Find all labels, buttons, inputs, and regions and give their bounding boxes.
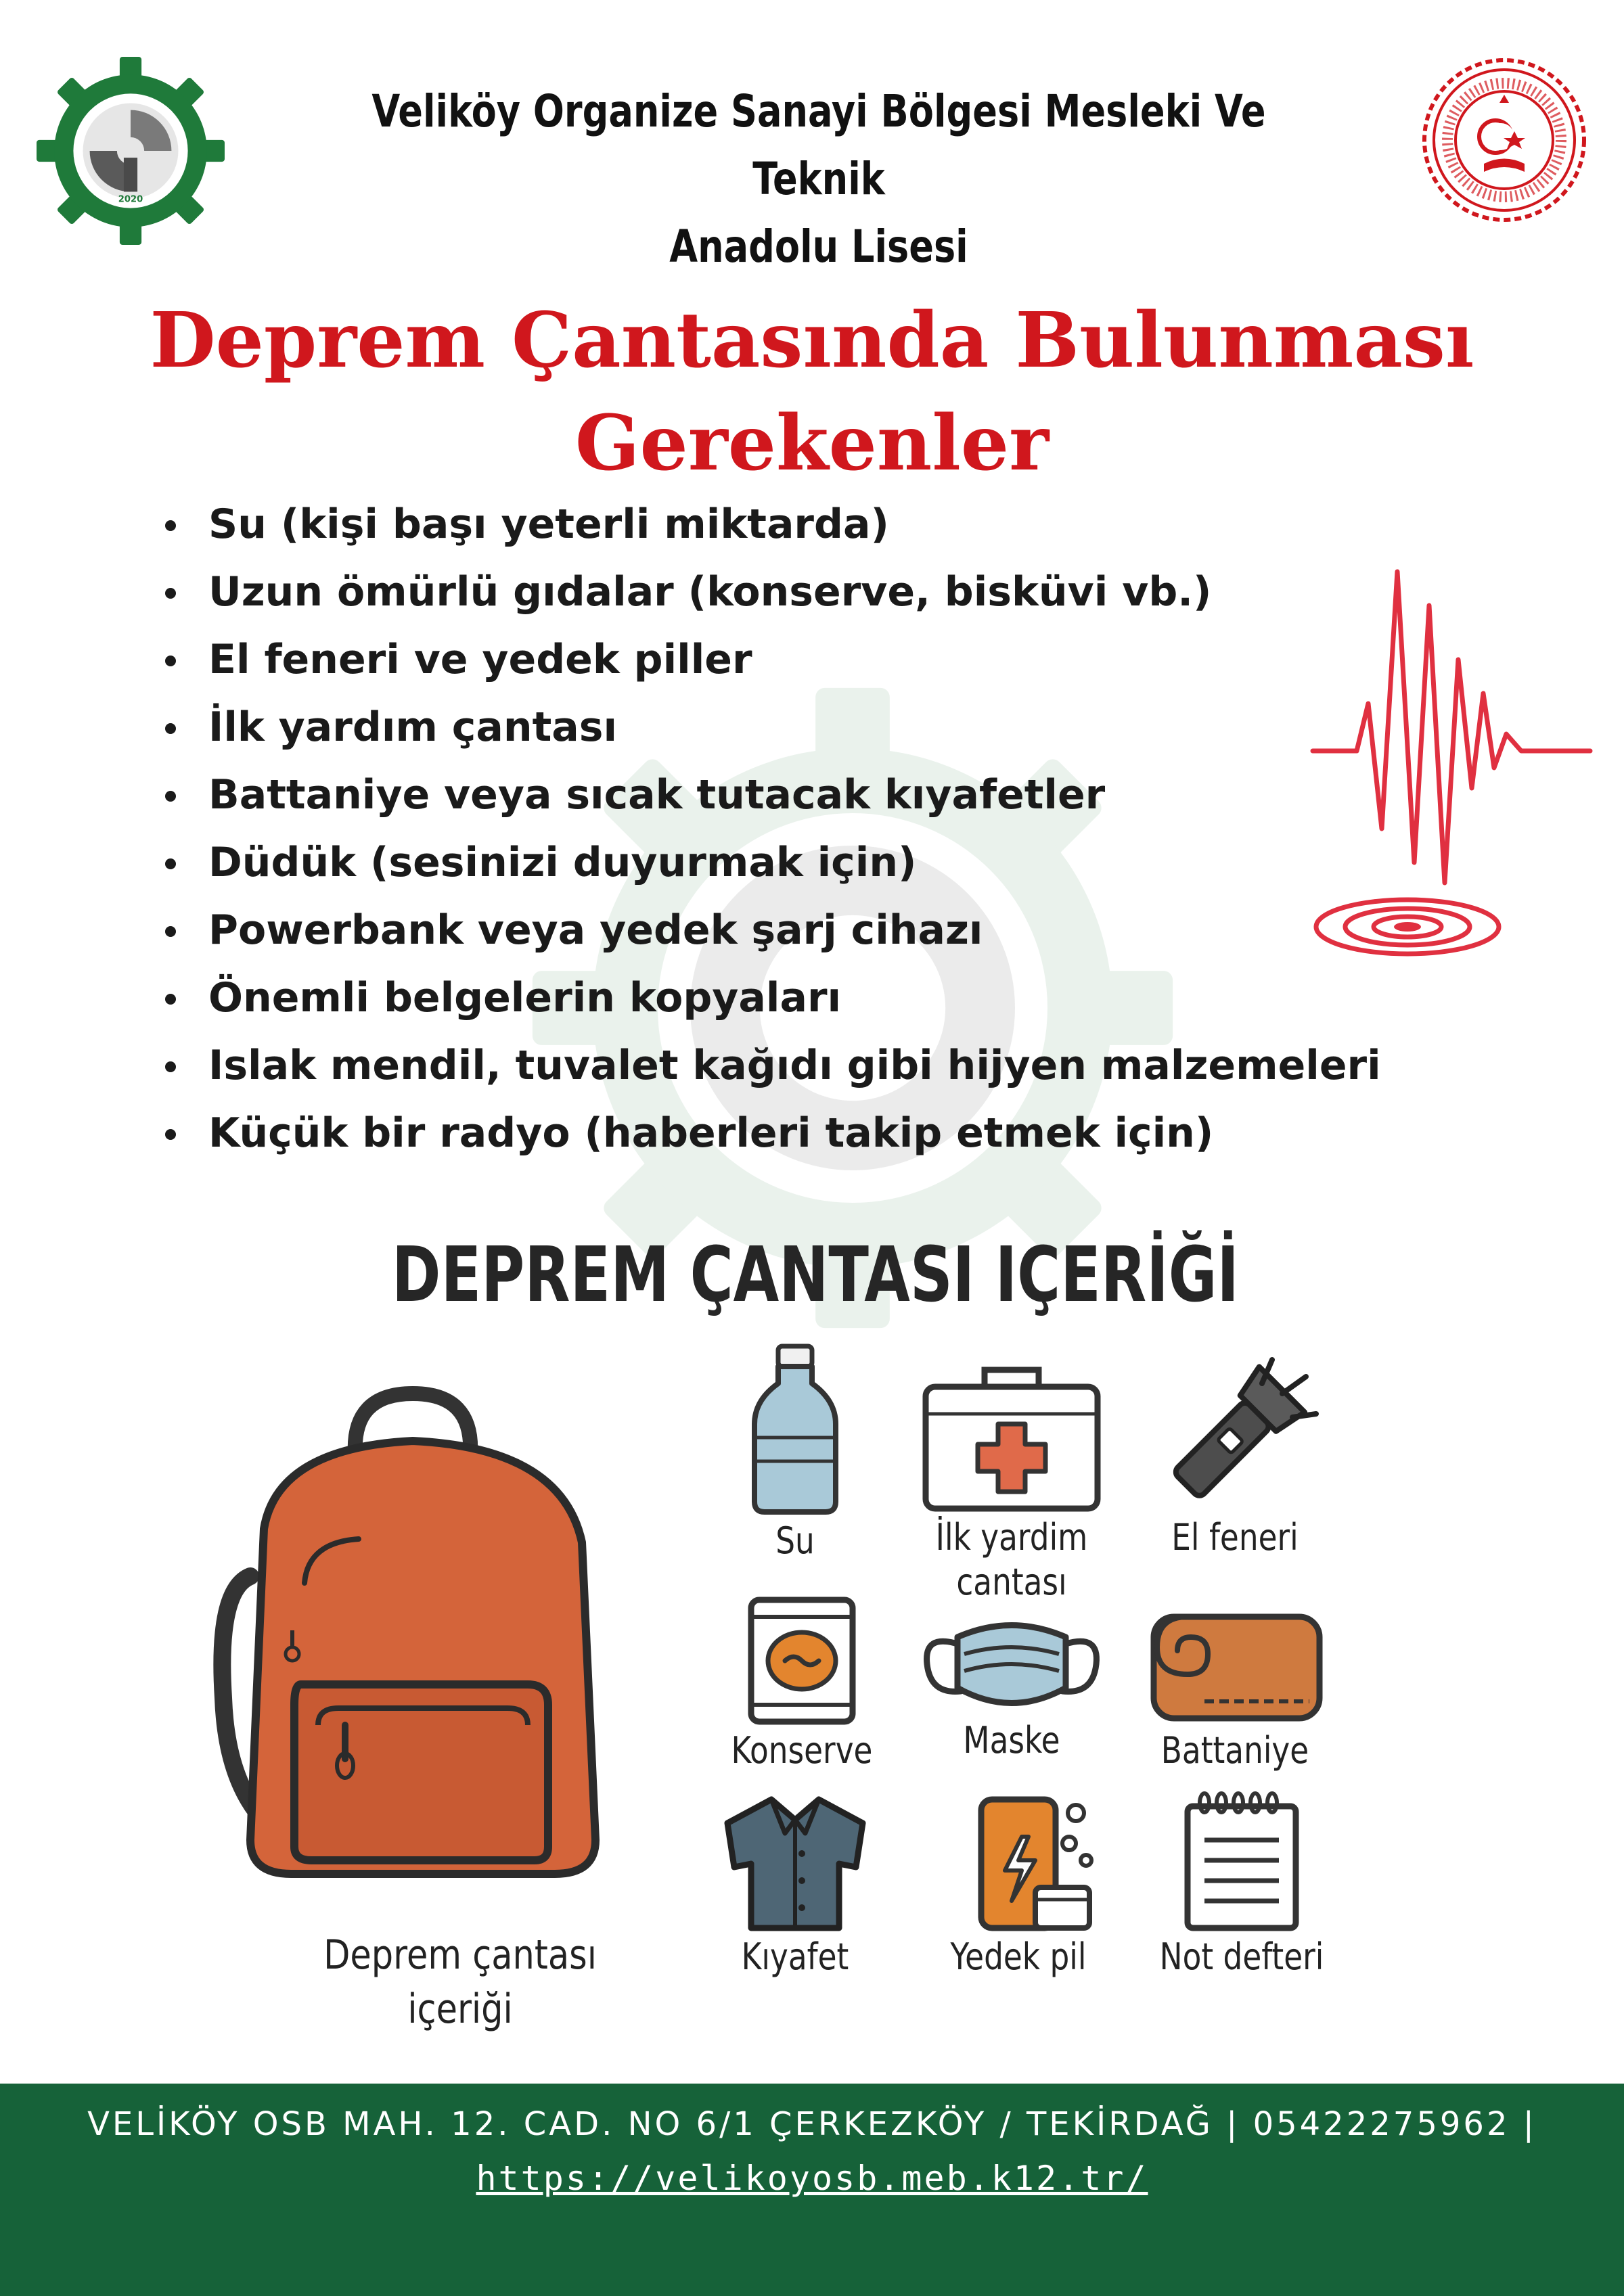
face-mask-icon [920, 1607, 1103, 1718]
page-title [68, 290, 1556, 495]
seismograph-epicenter-icon [1306, 565, 1597, 957]
power-bank-icon [941, 1786, 1096, 1935]
meb-seal [1420, 55, 1589, 225]
item-label: Konserve [731, 1729, 873, 1772]
list-item: Düdük (sesinizi duyurmak için) [161, 829, 1381, 896]
list-item: El feneri ve yedek piller [161, 626, 1381, 693]
footer-address: VELİKÖY OSB MAH. 12. CAD. NO 6/1 ÇERKEZKÖY / TEKİRDAĞ | 05422275962 | [87, 2105, 1537, 2143]
item-label: Yedek pil [950, 1935, 1087, 1978]
item-tile-flashlight [1137, 1353, 1333, 1560]
item-label: Not defteri [1159, 1935, 1324, 1978]
item-label: cantası [956, 1561, 1067, 1603]
list-item: Powerbank veya yedek şarj cihazı [161, 896, 1381, 964]
item-tile-canned-food [704, 1593, 900, 1773]
list-item: Önemli belgelerin kopyaları [161, 964, 1381, 1032]
checklist [161, 490, 1381, 1167]
school-name-line2: Anadolu Lisesi [669, 221, 968, 273]
notepad-icon [1164, 1786, 1320, 1935]
item-label: El feneri [1171, 1516, 1299, 1559]
item-tile-blanket [1137, 1607, 1333, 1773]
item-tile-water [697, 1343, 893, 1563]
backpack-caption-line1: Deprem çantası [323, 1931, 597, 1979]
list-item: Uzun ömürlü gıdalar (konserve, bisküvi vb.) [161, 558, 1381, 626]
school-gear-logo [35, 55, 226, 246]
item-label: Su [775, 1519, 815, 1562]
backpack-icon [203, 1373, 636, 1894]
item-tile-clothing [697, 1793, 893, 1979]
website-link[interactable]: https://velikoyosb.meb.k12.tr/ [476, 2159, 1148, 2198]
first-aid-kit-icon [920, 1360, 1103, 1515]
school-name-line1: Veliköy Organize Sanayi Bölgesi Mesleki Ve Teknik [371, 85, 1266, 205]
backpack-caption [311, 1928, 610, 2036]
logo-year: 2020 [118, 194, 143, 205]
blanket-icon [1140, 1607, 1330, 1728]
water-bottle-icon [741, 1343, 849, 1519]
backpack-caption-line2: içeriği [407, 1985, 513, 2033]
list-item: Küçük bir radyo (haberleri takip etmek için) [161, 1099, 1381, 1167]
canned-food-icon [741, 1593, 863, 1728]
page-title-line1: Deprem Çantasında Bulunması [150, 296, 1474, 385]
item-tile-first-aid [914, 1360, 1110, 1605]
item-tile-notepad [1144, 1786, 1340, 1979]
page-title-line2: Gerekenler [574, 399, 1050, 488]
item-label: İlk yardim [935, 1516, 1088, 1559]
flashlight-icon [1147, 1353, 1323, 1515]
shirt-icon [717, 1793, 873, 1935]
item-label: Maske [963, 1719, 1060, 1762]
list-item: Battaniye veya sıcak tutacak kıyafetler [161, 761, 1381, 829]
list-item: Su (kişi başı yeterli miktarda) [161, 490, 1381, 558]
item-tile-power-bank [920, 1786, 1116, 1979]
school-name [336, 78, 1302, 281]
item-tile-mask [914, 1607, 1110, 1763]
item-label: Battaniye [1160, 1729, 1309, 1772]
list-item: İlk yardım çantası [161, 693, 1381, 761]
item-label: Kıyafet [741, 1935, 849, 1978]
list-item: Islak mendil, tuvalet kağıdı gibi hijyen malzemeleri [161, 1032, 1381, 1099]
infographic-title: DEPREM ÇANTASI IÇERİĞİ [392, 1231, 1239, 1319]
